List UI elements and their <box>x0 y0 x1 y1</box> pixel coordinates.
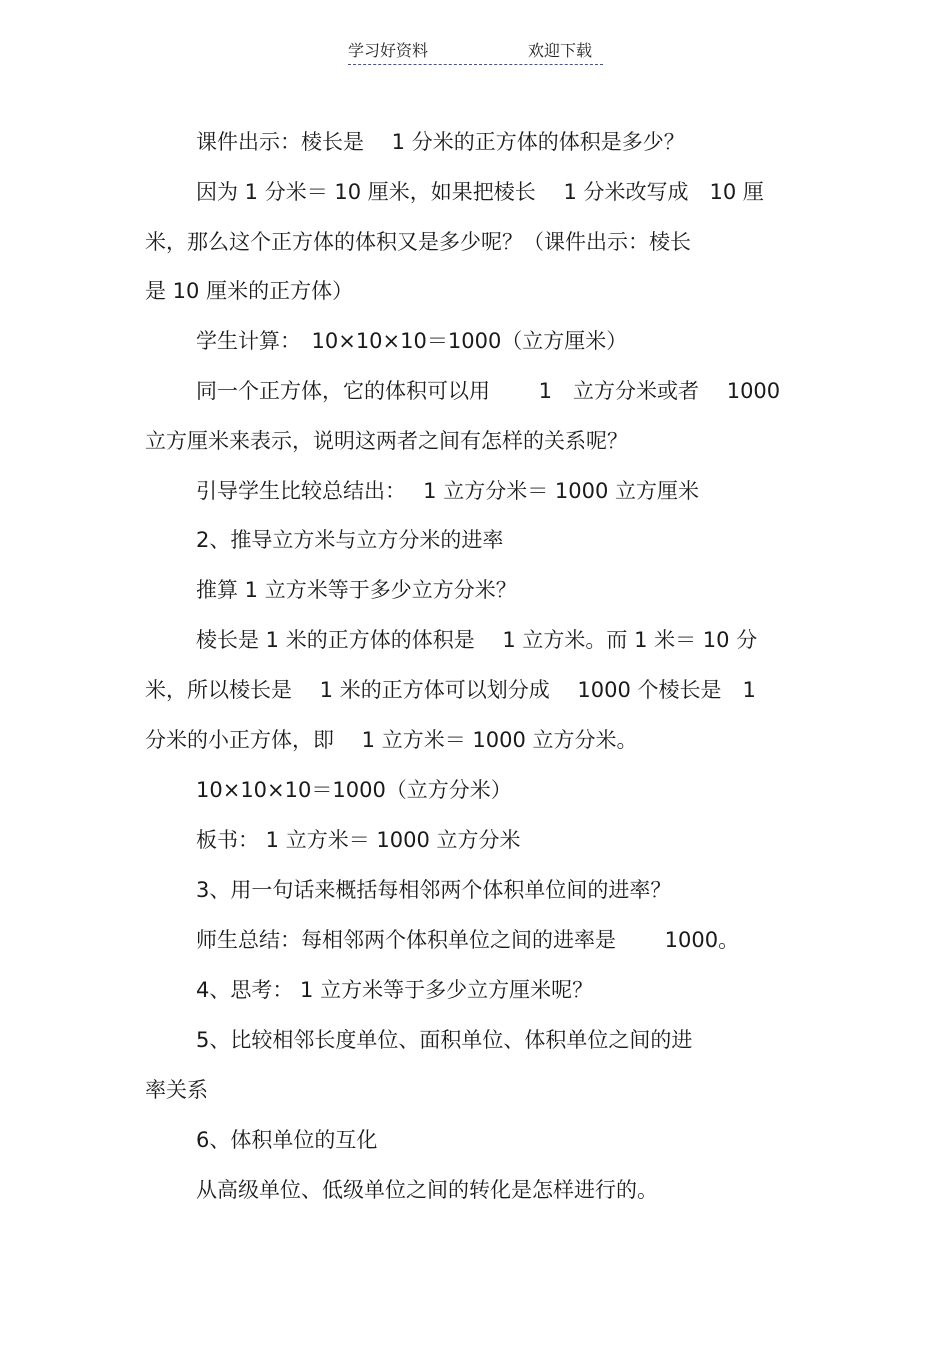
paragraph-line: 板书： 1 立方米＝ 1000 立方分米 <box>196 828 521 852</box>
header-right-text: 欢迎下载 <box>528 41 593 60</box>
paragraph-line: 率关系 <box>145 1078 208 1102</box>
paragraph-line: 米，那么这个正方体的体积又是多少呢？（课件出示：棱长 <box>145 230 691 254</box>
header-divider <box>348 64 603 65</box>
paragraph-line: 3、用一句话来概括每相邻两个体积单位间的进率？ <box>196 878 672 902</box>
paragraph-line: 10×10×10＝1000（立方分米） <box>196 778 512 802</box>
paragraph-line: 因为 1 分米＝ 10 厘米，如果把棱长 1 分米改写成 10 厘 <box>196 180 764 204</box>
paragraph-line: 师生总结：每相邻两个体积单位之间的进率是 1000。 <box>196 928 740 952</box>
paragraph-line: 课件出示：棱长是 1 分米的正方体的体积是多少？ <box>196 130 685 154</box>
header-left-text: 学习好资料 <box>348 41 429 60</box>
paragraph-line: 分米的小正方体，即 1 立方米＝ 1000 立方分米。 <box>145 728 638 752</box>
paragraph-line: 立方厘米来表示，说明这两者之间有怎样的关系呢？ <box>145 429 628 453</box>
paragraph-line: 推算 1 立方米等于多少立方分米？ <box>196 578 517 602</box>
paragraph-line: 2、推导立方米与立方分米的进率 <box>196 528 504 552</box>
paragraph-line: 米，所以棱长是 1 米的正方体可以划分成 1000 个棱长是 1 <box>145 678 756 702</box>
paragraph-line: 学生计算： 10×10×10＝1000（立方厘米） <box>196 329 628 353</box>
paragraph-line: 同一个正方体，它的体积可以用 1 立方分米或者 1000 <box>196 379 781 403</box>
paragraph-line: 引导学生比较总结出： 1 立方分米＝ 1000 立方厘米 <box>196 479 700 503</box>
paragraph-line: 5、比较相邻长度单位、面积单位、体积单位之间的进 <box>196 1028 693 1052</box>
paragraph-line: 从高级单位、低级单位之间的转化是怎样进行的。 <box>196 1178 658 1202</box>
paragraph-line: 是 10 厘米的正方体） <box>145 279 354 303</box>
paragraph-line: 6、体积单位的互化 <box>196 1128 378 1152</box>
page-header <box>348 40 603 64</box>
paragraph-line: 4、思考： 1 立方米等于多少立方厘米呢？ <box>196 978 594 1002</box>
paragraph-line: 棱长是 1 米的正方体的体积是 1 立方米。而 1 米＝ 10 分 <box>196 628 758 652</box>
